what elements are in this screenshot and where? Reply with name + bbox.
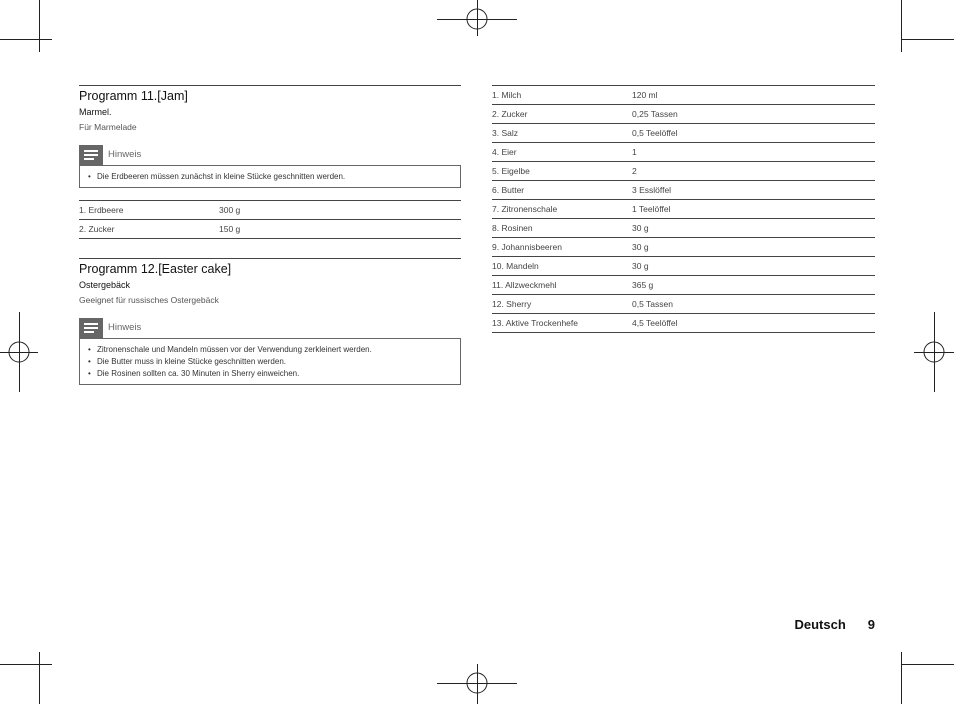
table-row — [492, 314, 875, 333]
ingredient-amount: 4,5 Teelöffel — [632, 314, 875, 333]
ingredient-amount: 1 Teelöffel — [632, 200, 875, 219]
ingredient-name: 7. Zitronenschale — [492, 200, 632, 219]
table-row — [79, 220, 461, 239]
program-11-note-header — [79, 145, 461, 165]
ingredient-name: 2. Zucker — [492, 105, 632, 124]
program-11-note-box — [79, 165, 461, 188]
note-lines-icon — [79, 145, 103, 165]
program-11-section — [79, 85, 461, 239]
ingredient-name: 9. Johannisbeeren — [492, 238, 632, 257]
program-12-note-item: • Zitronenschale und Mandeln müssen vor der Verwendung zerkleinert werden. — [88, 344, 452, 356]
program-12-section — [79, 258, 461, 385]
table-row — [492, 238, 875, 257]
table-row — [492, 124, 875, 143]
program-12-note-label: Hinweis — [108, 322, 142, 333]
left-column — [79, 85, 461, 385]
ingredient-name: 3. Salz — [492, 124, 632, 143]
registration-target-bottom — [437, 664, 517, 704]
ingredient-name: 11. Allzweckmehl — [492, 276, 632, 295]
program-12-note-box — [79, 338, 461, 385]
ingredient-amount: 0,5 Teelöffel — [632, 124, 875, 143]
right-column — [492, 85, 875, 333]
table-row — [492, 105, 875, 124]
ingredient-amount: 120 ml — [632, 86, 875, 105]
note-lines-icon — [79, 318, 103, 338]
ingredient-name: 8. Rosinen — [492, 219, 632, 238]
table-row — [492, 257, 875, 276]
ingredient-amount: 365 g — [632, 276, 875, 295]
ingredient-amount: 2 — [632, 162, 875, 181]
ingredient-amount: 30 g — [632, 238, 875, 257]
ingredient-amount: 300 g — [219, 201, 461, 220]
ingredient-amount: 3 Esslöffel — [632, 181, 875, 200]
ingredient-name: 1. Milch — [492, 86, 632, 105]
program-11-description: Für Marmelade — [79, 122, 137, 132]
program-12-subtitle: Ostergebäck — [79, 280, 131, 290]
program-11-note-item: • Die Erdbeeren müssen zunächst in kleine Stücke geschnitten werden. — [88, 171, 452, 183]
ingredient-amount: 30 g — [632, 219, 875, 238]
ingredient-name: 12. Sherry — [492, 295, 632, 314]
program-12-note-item: • Die Rosinen sollten ca. 30 Minuten in Sherry einweichen. — [88, 368, 452, 380]
ingredient-name: 6. Butter — [492, 181, 632, 200]
table-row — [492, 143, 875, 162]
program-11-ingredient-table — [79, 200, 461, 239]
table-row — [492, 181, 875, 200]
table-row — [492, 86, 875, 105]
footer-language: Deutsch — [794, 617, 846, 632]
program-12-note-header — [79, 318, 461, 338]
ingredient-name: 1. Erdbeere — [79, 201, 219, 220]
ingredient-name: 10. Mandeln — [492, 257, 632, 276]
ingredient-amount: 0,25 Tassen — [632, 105, 875, 124]
program-12-title: Programm 12.[Easter cake] — [79, 258, 461, 277]
program-12-ingredient-table — [492, 85, 875, 333]
table-row — [492, 295, 875, 314]
registration-target-right — [914, 312, 954, 392]
ingredient-amount: 30 g — [632, 257, 875, 276]
program-12-description: Geeignet für russisches Ostergebäck — [79, 295, 219, 305]
ingredient-name: 2. Zucker — [79, 220, 219, 239]
table-row — [492, 219, 875, 238]
program-11-subtitle: Marmel. — [79, 107, 112, 117]
ingredient-name: 5. Eigelbe — [492, 162, 632, 181]
ingredient-amount: 150 g — [219, 220, 461, 239]
table-row — [492, 162, 875, 181]
ingredient-name: 13. Aktive Trockenhefe — [492, 314, 632, 333]
program-11-note-label: Hinweis — [108, 149, 142, 160]
page-number: 9 — [867, 617, 875, 632]
ingredient-amount: 0,5 Tassen — [632, 295, 875, 314]
registration-target-left — [0, 312, 38, 392]
registration-target-top — [437, 0, 517, 36]
page-footer — [700, 617, 875, 632]
table-row — [492, 276, 875, 295]
ingredient-name: 4. Eier — [492, 143, 632, 162]
table-row — [79, 201, 461, 220]
program-11-title: Programm 11.[Jam] — [79, 85, 461, 104]
table-row — [492, 200, 875, 219]
program-12-note-item: • Die Butter muss in kleine Stücke geschnitten werden. — [88, 356, 452, 368]
ingredient-amount: 1 — [632, 143, 875, 162]
